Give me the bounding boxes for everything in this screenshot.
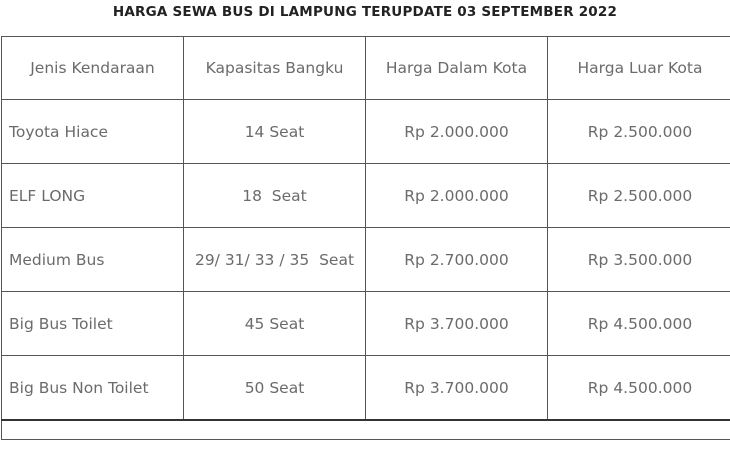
table-row (2, 356, 730, 421)
price-out-city-cell: Rp 4.500.000 (548, 356, 730, 421)
vehicle-type-cell: Big Bus Toilet (2, 292, 184, 356)
page-title: HARGA SEWA BUS DI LAMPUNG TERUPDATE 03 SEPTEMBER 2022 (112, 4, 618, 20)
seat-capacity-cell: 45 Seat (184, 292, 366, 356)
header-price-out-city: Harga Luar Kota (548, 37, 730, 100)
price-out-city-cell: Rp 2.500.000 (548, 164, 730, 228)
price-in-city-cell: Rp 2.000.000 (366, 164, 548, 228)
empty-cell (2, 420, 730, 440)
price-in-city-cell: Rp 3.700.000 (366, 292, 548, 356)
price-in-city-cell: Rp 3.700.000 (366, 356, 548, 421)
table-row (2, 292, 730, 356)
vehicle-type-cell: ELF LONG (2, 164, 184, 228)
seat-capacity-cell: 50 Seat (184, 356, 366, 421)
price-out-city-cell: Rp 3.500.000 (548, 228, 730, 292)
header-price-in-city: Harga Dalam Kota (366, 37, 548, 100)
seat-capacity-cell: 14 Seat (184, 100, 366, 164)
price-in-city-cell: Rp 2.700.000 (366, 228, 548, 292)
seat-capacity-cell: 18 Seat (184, 164, 366, 228)
vehicle-type-cell: Big Bus Non Toilet (2, 356, 184, 421)
table-row (2, 228, 730, 292)
price-out-city-cell: Rp 2.500.000 (548, 100, 730, 164)
seat-capacity-cell: 29/ 31/ 33 / 35 Seat (184, 228, 366, 292)
empty-table-row (2, 420, 730, 440)
header-vehicle-type: Jenis Kendaraan (2, 37, 184, 100)
table-header-row (2, 37, 730, 100)
price-table (1, 36, 730, 440)
vehicle-type-cell: Toyota Hiace (2, 100, 184, 164)
price-out-city-cell: Rp 4.500.000 (548, 292, 730, 356)
table-row (2, 100, 730, 164)
table-row (2, 164, 730, 228)
vehicle-type-cell: Medium Bus (2, 228, 184, 292)
header-seat-capacity: Kapasitas Bangku (184, 37, 366, 100)
price-in-city-cell: Rp 2.000.000 (366, 100, 548, 164)
